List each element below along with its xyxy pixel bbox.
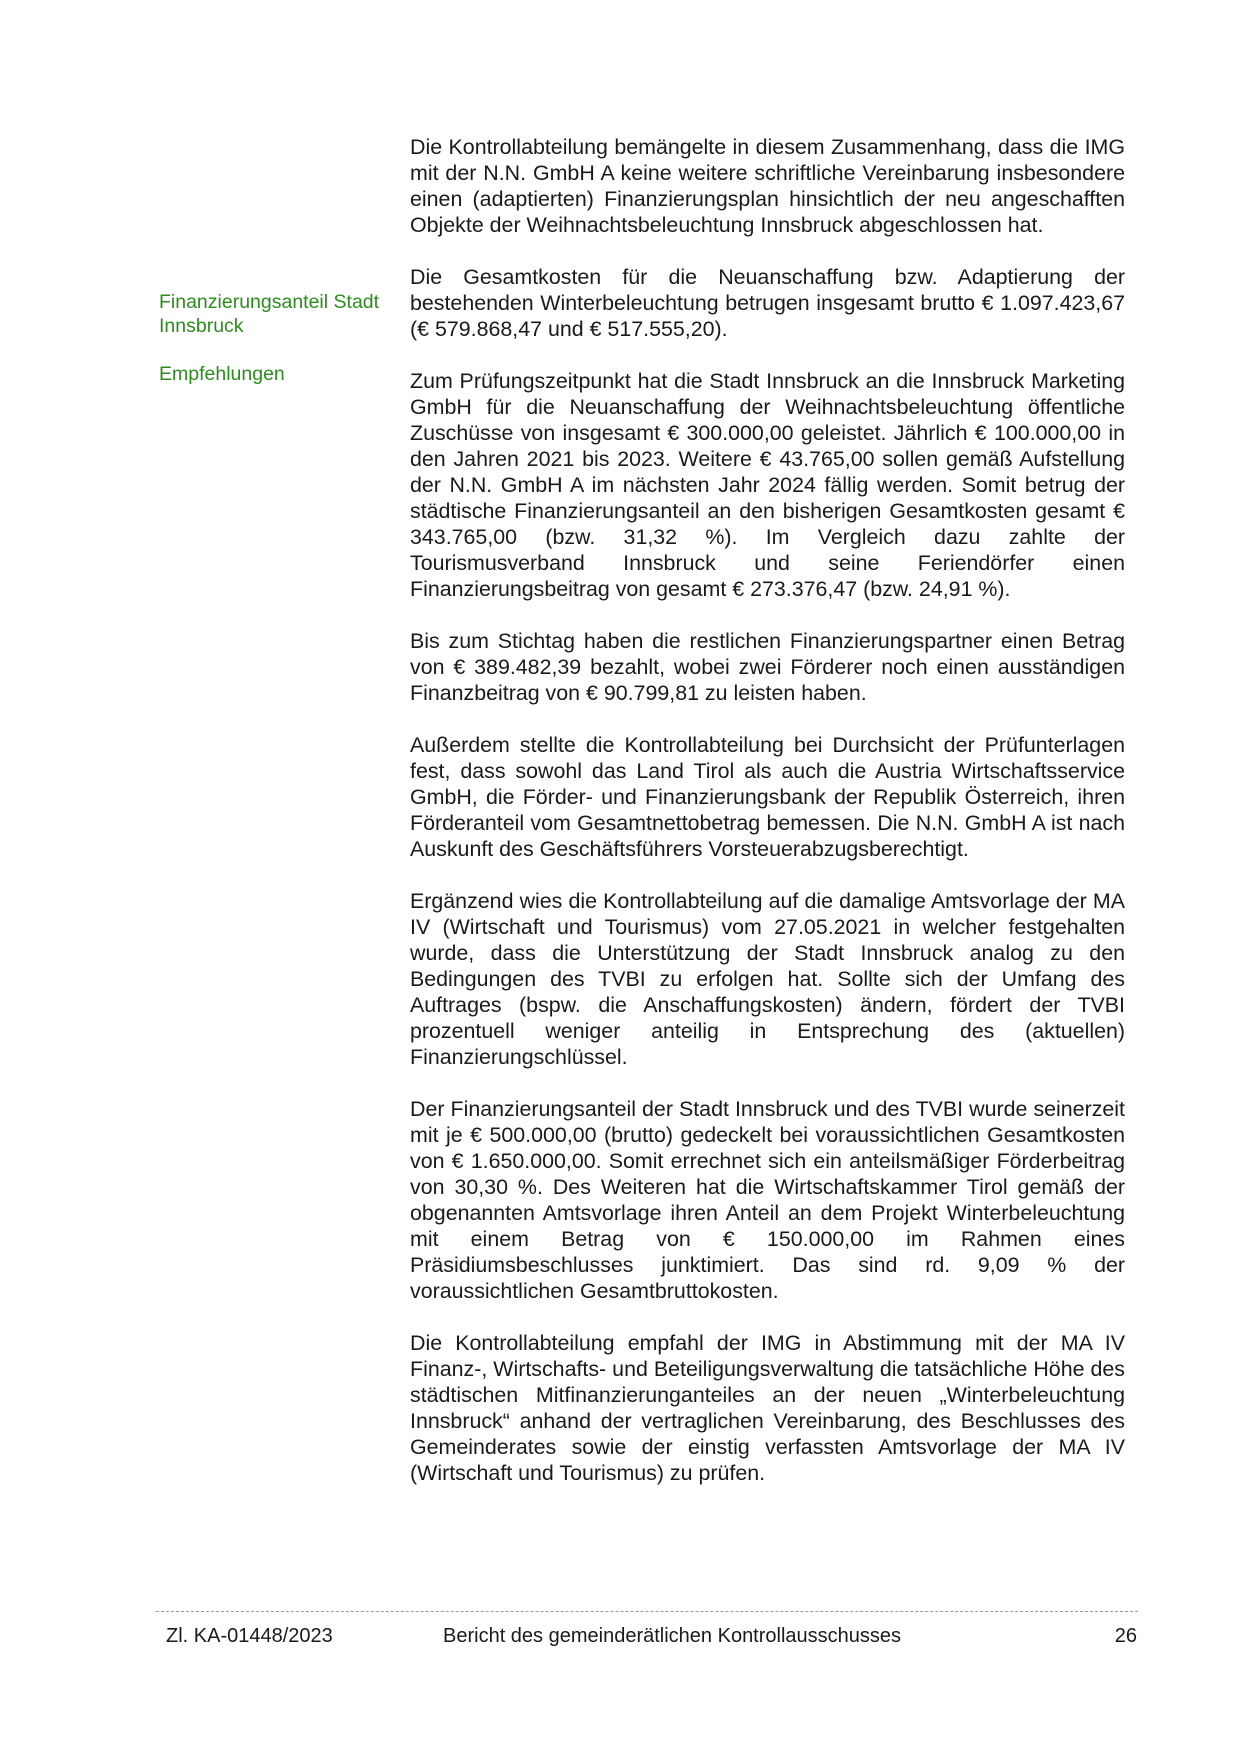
- paragraph: Der Finanzierungsanteil der Stadt Innsbruck und des TVBI wurde seinerzeit mit je € 500.000,00 (brutto) gedeckelt bei voraussichtlichen Gesamtkosten von € 1.650.000,00. Somit errechnet sich ein anteilsmäßiger Förderbeitrag von 30,30 %. Des Weiteren hat die Wirtschaftskammer Tirol gemäß der obgenannten Amtsvorlage ihren Anteil an dem Projekt Winterbeleuchtung mit einem Betrag von € 150.000,00 im Rahmen eines Präsidiumsbeschlusses junktimiert. Das sind rd. 9,09 % der voraussichtlichen Gesamtbruttokosten.: [410, 1097, 1125, 1303]
- body-text: [410, 134, 1125, 1512]
- paragraph: Zum Prüfungszeitpunkt hat die Stadt Innsbruck an die Innsbruck Marketing GmbH für die Neuanschaffung der Weihnachtsbeleuchtung öffentliche Zuschüsse von insgesamt € 300.000,00 geleistet. Jährlich € 100.000,00 in den Jahren 2021 bis 2023. Weitere € 43.765,00 sollen gemäß Aufstellung der N.N. GmbH A im nächsten Jahr 2024 fällig werden. Somit betrug der städtische Finanzierungsanteil an den bisherigen Gesamtkosten gesamt € 343.765,00 (bzw. 31,32 %). Im Vergleich dazu zahlte der Tourismusverband Innsbruck und seine Feriendörfer einen Finanzierungsbeitrag von gesamt € 273.376,47 (bzw. 24,91 %).: [410, 369, 1125, 601]
- paragraph: Ergänzend wies die Kontrollabteilung auf die damalige Amtsvorlage der MA IV (Wirtschaft und Tourismus) vom 27.05.2021 in welcher festgehalten wurde, dass die Unterstützung der Stadt Innsbruck analog zu den Bedingungen des TVBI zu erfolgen hat. Sollte sich der Umfang des Auftrages (bspw. die Anschaffungskosten) ändern, fördert der TVBI prozentuell weniger anteilig in Entsprechung des (aktuellen) Finanzierungschlüssel.: [410, 889, 1125, 1069]
- footer-title: Bericht des gemeinderätlichen Kontrollausschusses: [443, 1625, 902, 1647]
- sidebar-subheading: Empfehlungen: [159, 363, 285, 385]
- sidebar-heading: Finanzierungsanteil Stadt Innsbruck: [159, 291, 380, 337]
- paragraph: Die Gesamtkosten für die Neuanschaffung bzw. Adaptierung der bestehenden Winterbeleuchtung betrugen insgesamt brutto € 1.097.423,67 (€ 579.868,47 und € 517.555,20).: [410, 265, 1125, 341]
- footer-divider: [156, 1611, 1138, 1612]
- paragraph: Bis zum Stichtag haben die restlichen Finanzierungspartner einen Betrag von € 389.482,39 bezahlt, wobei zwei Förderer noch einen ausständigen Finanzbeitrag von € 90.799,81 zu leisten haben.: [410, 629, 1125, 705]
- footer-reference: Zl. KA-01448/2023: [166, 1625, 333, 1647]
- paragraph: Die Kontrollabteilung empfahl der IMG in Abstimmung mit der MA IV Finanz-, Wirtschafts- und Beteiligungsverwaltung die tatsächliche Höhe des städtischen Mitfinanzierunganteiles an der neuen „Winterbeleuchtung Innsbruck“ anhand der vertraglichen Vereinbarung, des Beschlusses des Gemeinderates sowie der einstig verfassten Amtsvorlage der MA IV (Wirtschaft und Tourismus) zu prüfen.: [410, 1331, 1125, 1485]
- page-number: 26: [1114, 1625, 1137, 1647]
- paragraph: Die Kontrollabteilung bemängelte in diesem Zusammenhang, dass die IMG mit der N.N. GmbH A keine weitere schriftliche Vereinbarung insbesondere einen (adaptierten) Finanzierungsplan hinsichtlich der neu angeschafften Objekte der Weihnachtsbeleuchtung Innsbruck abgeschlossen hat.: [410, 135, 1125, 237]
- paragraph: Außerdem stellte die Kontrollabteilung bei Durchsicht der Prüfunterlagen fest, dass sowohl das Land Tirol als auch die Austria Wirtschaftsservice GmbH, die Förder- und Finanzierungsbank der Republik Österreich, ihren Förderanteil vom Gesamtnettobetrag bemessen. Die N.N. GmbH A ist nach Auskunft des Geschäftsführers Vorsteuerabzugsberechtigt.: [410, 733, 1125, 861]
